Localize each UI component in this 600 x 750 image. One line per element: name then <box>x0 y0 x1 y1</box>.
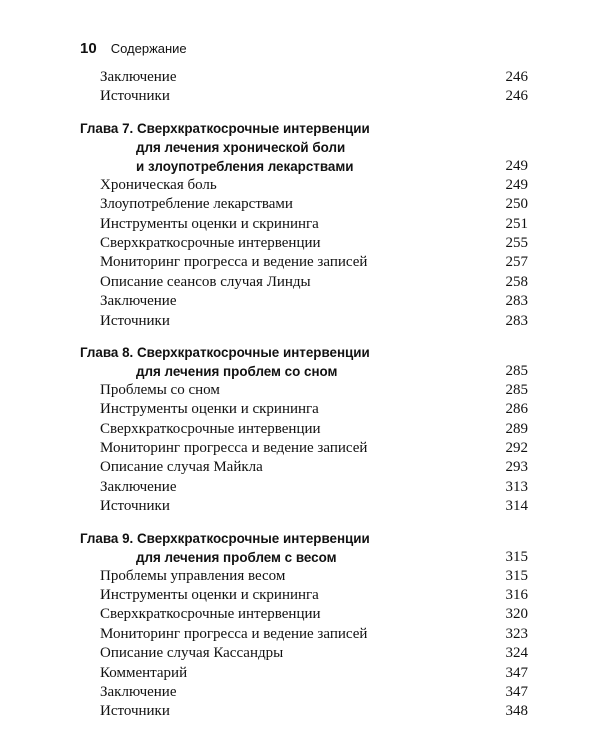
toc-entry-title: Инструменты оценки и скрининга <box>100 401 319 418</box>
toc-entry <box>80 439 528 458</box>
toc-entry-page: 258 <box>505 273 528 290</box>
toc-entry <box>80 215 528 234</box>
toc-entry <box>80 683 528 702</box>
toc-entry-title: Комментарий <box>100 664 188 681</box>
running-head <box>80 40 187 58</box>
toc-entry-page: 323 <box>505 625 528 642</box>
toc-entry <box>80 702 528 721</box>
toc-entry-title: Мониторинг прогресса и ведение записей <box>100 440 368 457</box>
toc-entry <box>80 664 528 683</box>
chapter-page: 249 <box>505 157 528 174</box>
toc-entry <box>80 400 528 419</box>
toc-entry-page: 246 <box>505 69 528 85</box>
toc-entry-page: 347 <box>505 664 528 681</box>
toc-entry <box>80 478 528 497</box>
toc-entry-title: Источники <box>100 498 170 515</box>
toc-entry <box>80 195 528 214</box>
toc-entry-title: Источники <box>100 703 170 720</box>
page-number: 10 <box>80 40 97 57</box>
toc-entry <box>80 273 528 292</box>
toc-entry-page: 255 <box>505 234 528 251</box>
toc-entry-page: 293 <box>505 459 528 476</box>
toc-entry-page: 257 <box>505 254 528 271</box>
chapter-page: 285 <box>505 362 528 379</box>
table-of-contents <box>80 68 528 722</box>
toc-entry-page: 289 <box>505 420 528 437</box>
toc-entry-page: 315 <box>505 567 528 584</box>
toc-entry <box>80 234 528 253</box>
toc-entry-title: Мониторинг прогресса и ведение записей <box>100 625 368 642</box>
toc-entry-page: 249 <box>505 176 528 193</box>
toc-entry <box>80 420 528 439</box>
toc-entry-page: 292 <box>505 440 528 457</box>
toc-entry-title: Злоупотребление лекарствами <box>100 196 293 213</box>
running-title: Содержание <box>110 41 187 56</box>
toc-entry-title: Описание сеансов случая Линды <box>100 273 311 290</box>
chapter-heading-line: для лечения хронической боли <box>136 139 346 155</box>
toc-entry-title: Сверхкраткосрочные интервенции <box>100 606 321 623</box>
toc-entry <box>80 68 528 87</box>
toc-entry <box>80 497 528 516</box>
chapter-heading-line: Глава 9. Сверхкраткосрочные интервенции <box>80 530 370 546</box>
toc-entry-page: 286 <box>505 401 528 418</box>
toc-entry-page: 283 <box>505 312 528 329</box>
toc-entry <box>80 312 528 331</box>
toc-entry-title: Проблемы со сном <box>100 381 220 398</box>
toc-entry-title: Заключение <box>100 293 177 310</box>
chapter-heading-9 <box>80 529 528 567</box>
toc-entry <box>80 567 528 586</box>
chapter-page: 315 <box>505 548 528 565</box>
chapter-heading-line: для лечения проблем с весом <box>136 549 337 565</box>
toc-entry-page: 246 <box>505 88 528 105</box>
toc-entry <box>80 381 528 400</box>
toc-entry-title: Проблемы управления весом <box>100 567 286 584</box>
toc-entry-title: Мониторинг прогресса и ведение записей <box>100 254 368 271</box>
toc-entry-page: 320 <box>505 606 528 623</box>
toc-entry <box>80 458 528 477</box>
chapter-heading-7 <box>80 119 528 176</box>
toc-entry <box>80 292 528 311</box>
toc-entry-page: 283 <box>505 293 528 310</box>
toc-entry <box>80 253 528 272</box>
chapter-heading-line: для лечения проблем со сном <box>136 363 338 379</box>
toc-entry <box>80 176 528 195</box>
toc-entry-page: 348 <box>505 703 528 720</box>
toc-entry-page: 285 <box>505 381 528 398</box>
toc-entry-title: Заключение <box>100 683 177 700</box>
toc-entry <box>80 586 528 605</box>
toc-entry-title: Сверхкраткосрочные интервенции <box>100 234 321 251</box>
toc-entry-title: Хроническая боль <box>100 176 217 193</box>
toc-entry <box>80 605 528 624</box>
chapter-heading-line: и злоупотребления лекарствами <box>136 158 354 174</box>
toc-entry-title: Источники <box>100 88 170 105</box>
toc-entry-title: Описание случая Кассандры <box>100 645 284 662</box>
chapter-heading-8 <box>80 343 528 381</box>
toc-entry-title: Источники <box>100 312 170 329</box>
toc-entry <box>80 87 528 106</box>
toc-entry-page: 314 <box>505 498 528 515</box>
toc-entry-title: Заключение <box>100 478 177 495</box>
toc-entry-title: Инструменты оценки и скрининга <box>100 215 319 232</box>
toc-entry <box>80 644 528 663</box>
chapter-heading-line: Глава 8. Сверхкраткосрочные интервенции <box>80 344 370 360</box>
toc-entry-page: 324 <box>505 645 528 662</box>
toc-entry-title: Описание случая Майкла <box>100 459 263 476</box>
toc-entry-title: Заключение <box>100 69 177 85</box>
toc-entry-page: 313 <box>505 478 528 495</box>
toc-entry-title: Инструменты оценки и скрининга <box>100 587 319 604</box>
toc-entry-page: 250 <box>505 196 528 213</box>
toc-entry-page: 251 <box>505 215 528 232</box>
toc-entry-title: Сверхкраткосрочные интервенции <box>100 420 321 437</box>
toc-entry <box>80 625 528 644</box>
toc-entry-page: 316 <box>505 587 528 604</box>
chapter-heading-line: Глава 7. Сверхкраткосрочные интервенции <box>80 120 370 136</box>
toc-entry-page: 347 <box>505 683 528 700</box>
